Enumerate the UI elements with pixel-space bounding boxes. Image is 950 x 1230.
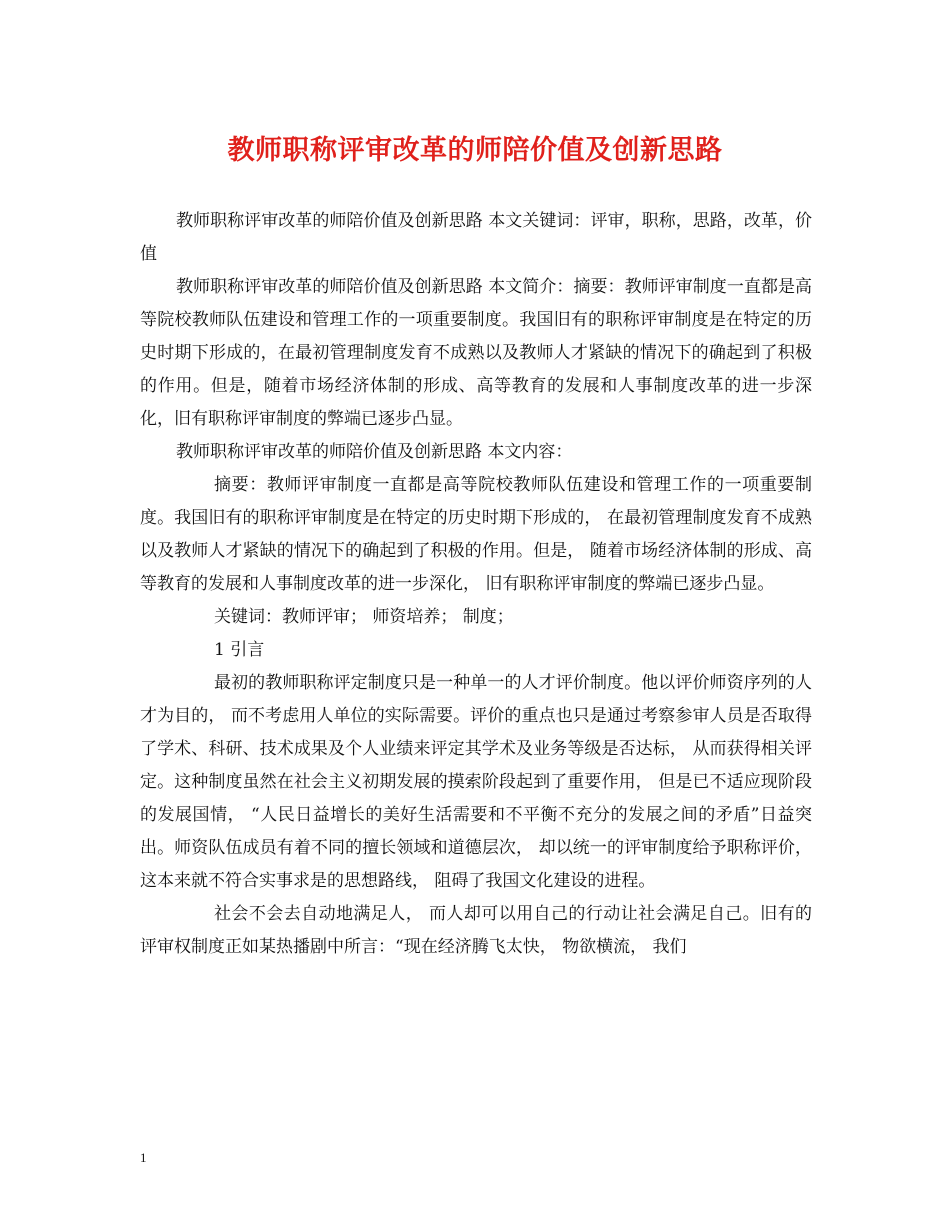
document-body (140, 205, 812, 964)
paragraph-society: 社会不会去自动地满足人， 而人却可以用自己的行动让社会满足自己。旧有的评审权制度正如某热播剧中所言：“现在经济腾飞太快， 物欲横流， 我们 (140, 904, 812, 957)
paragraph-keywords-intro: 教师职称评审改革的师陪价值及创新思路 本文关键词：评审，职称，思路，改革，价值 (140, 211, 812, 264)
paragraph-summary: 教师职称评审改革的师陪价值及创新思路 本文简介：摘要：教师评审制度一直都是高等院校教师队伍建设和管理工作的一项重要制度。我国旧有的职称评审制度是在特定的历史时期下形成的，在最初管理制度发育不成熟以及教师人才紧缺的情况下的确起到了积极的作用。但是，随着市场经济体制的形成、高等教育的发展和人事制度改革的进一步深化，旧有职称评审制度的弊端已逐步凸显。 (140, 277, 812, 429)
section-heading-introduction: 1 引言 (214, 640, 265, 660)
paragraph-keywords: 关键词：教师评审； 师资培养； 制度； (214, 607, 514, 627)
document-title: 教师职称评审改革的师陪价值及创新思路 (227, 135, 723, 166)
paragraph-abstract: 摘要：教师评审制度一直都是高等院校教师队伍建设和管理工作的一项重要制度。我国旧有的职称评审制度是在特定的历史时期下形成的， 在最初管理制度发育不成熟以及教师人才紧缺的情况下的确起到了积极的作用。但是， 随着市场经济体制的形成、高等教育的发展和人事制度改革的进一步深化， 旧有职称评审制度的弊端已逐步凸显。 (140, 475, 812, 594)
paragraph-content-label: 教师职称评审改革的师陪价值及创新思路 本文内容： (176, 442, 573, 462)
page-number: 1 (140, 1150, 147, 1165)
paragraph-introduction: 最初的教师职称评定制度只是一种单一的人才评价制度。他以评价师资序列的人才为目的， 而不考虑用人单位的实际需要。评价的重点也只是通过考察参审人员是否取得了学术、科研、技术成果及个人业绩来评定其学术及业务等级是否达标， 从而获得相关评定。这种制度虽然在社会主义初期发展的摸索阶段起到了重要作用， 但是已不适应现阶段的发展国情， “人民日益增长的美好生活需要和不平衡不充分的发展之间的矛盾”日益突出。师资队伍成员有着不同的擅长领域和道德层次， 却以统一的评审制度给予职称评价， 这本来就不符合实事求是的思想路线， 阻碍了我国文化建设的进程。 (140, 673, 812, 891)
